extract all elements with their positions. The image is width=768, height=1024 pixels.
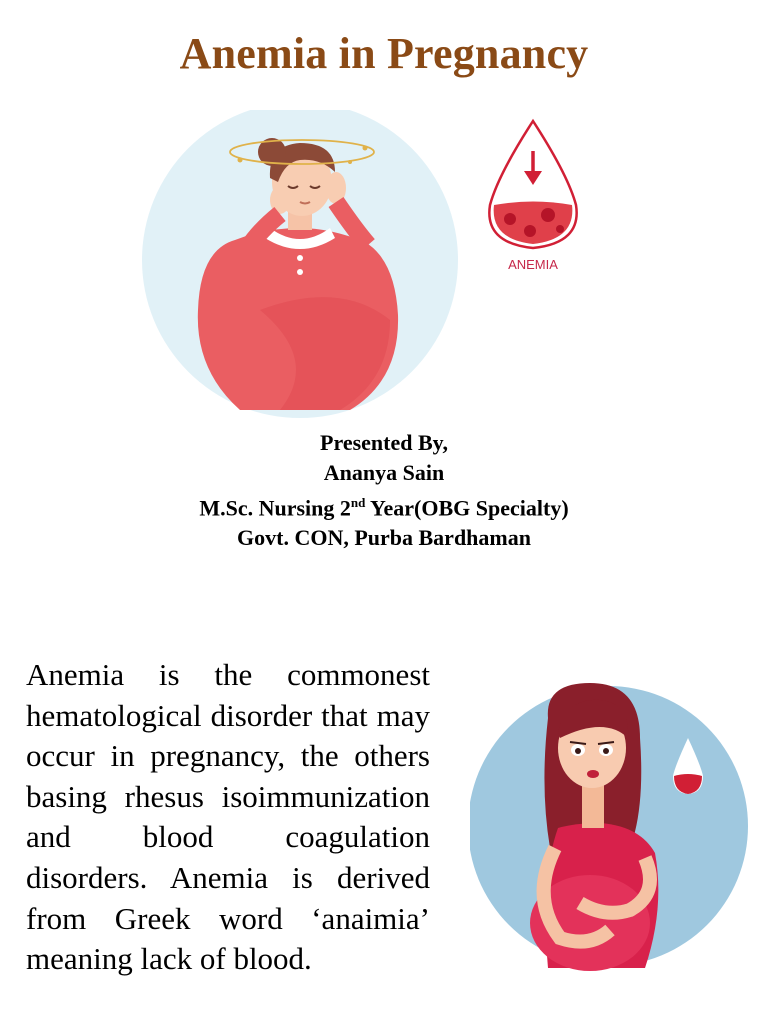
presenter-info	[0, 428, 768, 553]
anemia-drop-icon	[478, 115, 588, 280]
presenter-course: M.Sc. Nursing 2nd Year(OBG Specialty)	[199, 495, 569, 521]
presented-by-label: Presented By,	[320, 430, 448, 455]
anemia-description: Anemia is the commonest hematological disorder that may occur in pregnancy, the others basing rhesus isoimmunization and blood coagulation disorders. Anemia is derived from Greek word ‘anaimia’ meaning lack of blood.	[26, 657, 430, 977]
dizzy-pregnant-woman-illustration	[140, 110, 470, 420]
slide-title: Anemia in Pregnancy	[179, 29, 589, 78]
pregnant-woman-blood-illustration	[470, 678, 750, 973]
blood-drop-icon	[478, 115, 588, 255]
anemia-label: ANEMIA	[508, 257, 558, 272]
presenter-institution: Govt. CON, Purba Bardhaman	[237, 525, 531, 551]
presenter-name: Ananya Sain	[323, 460, 445, 485]
